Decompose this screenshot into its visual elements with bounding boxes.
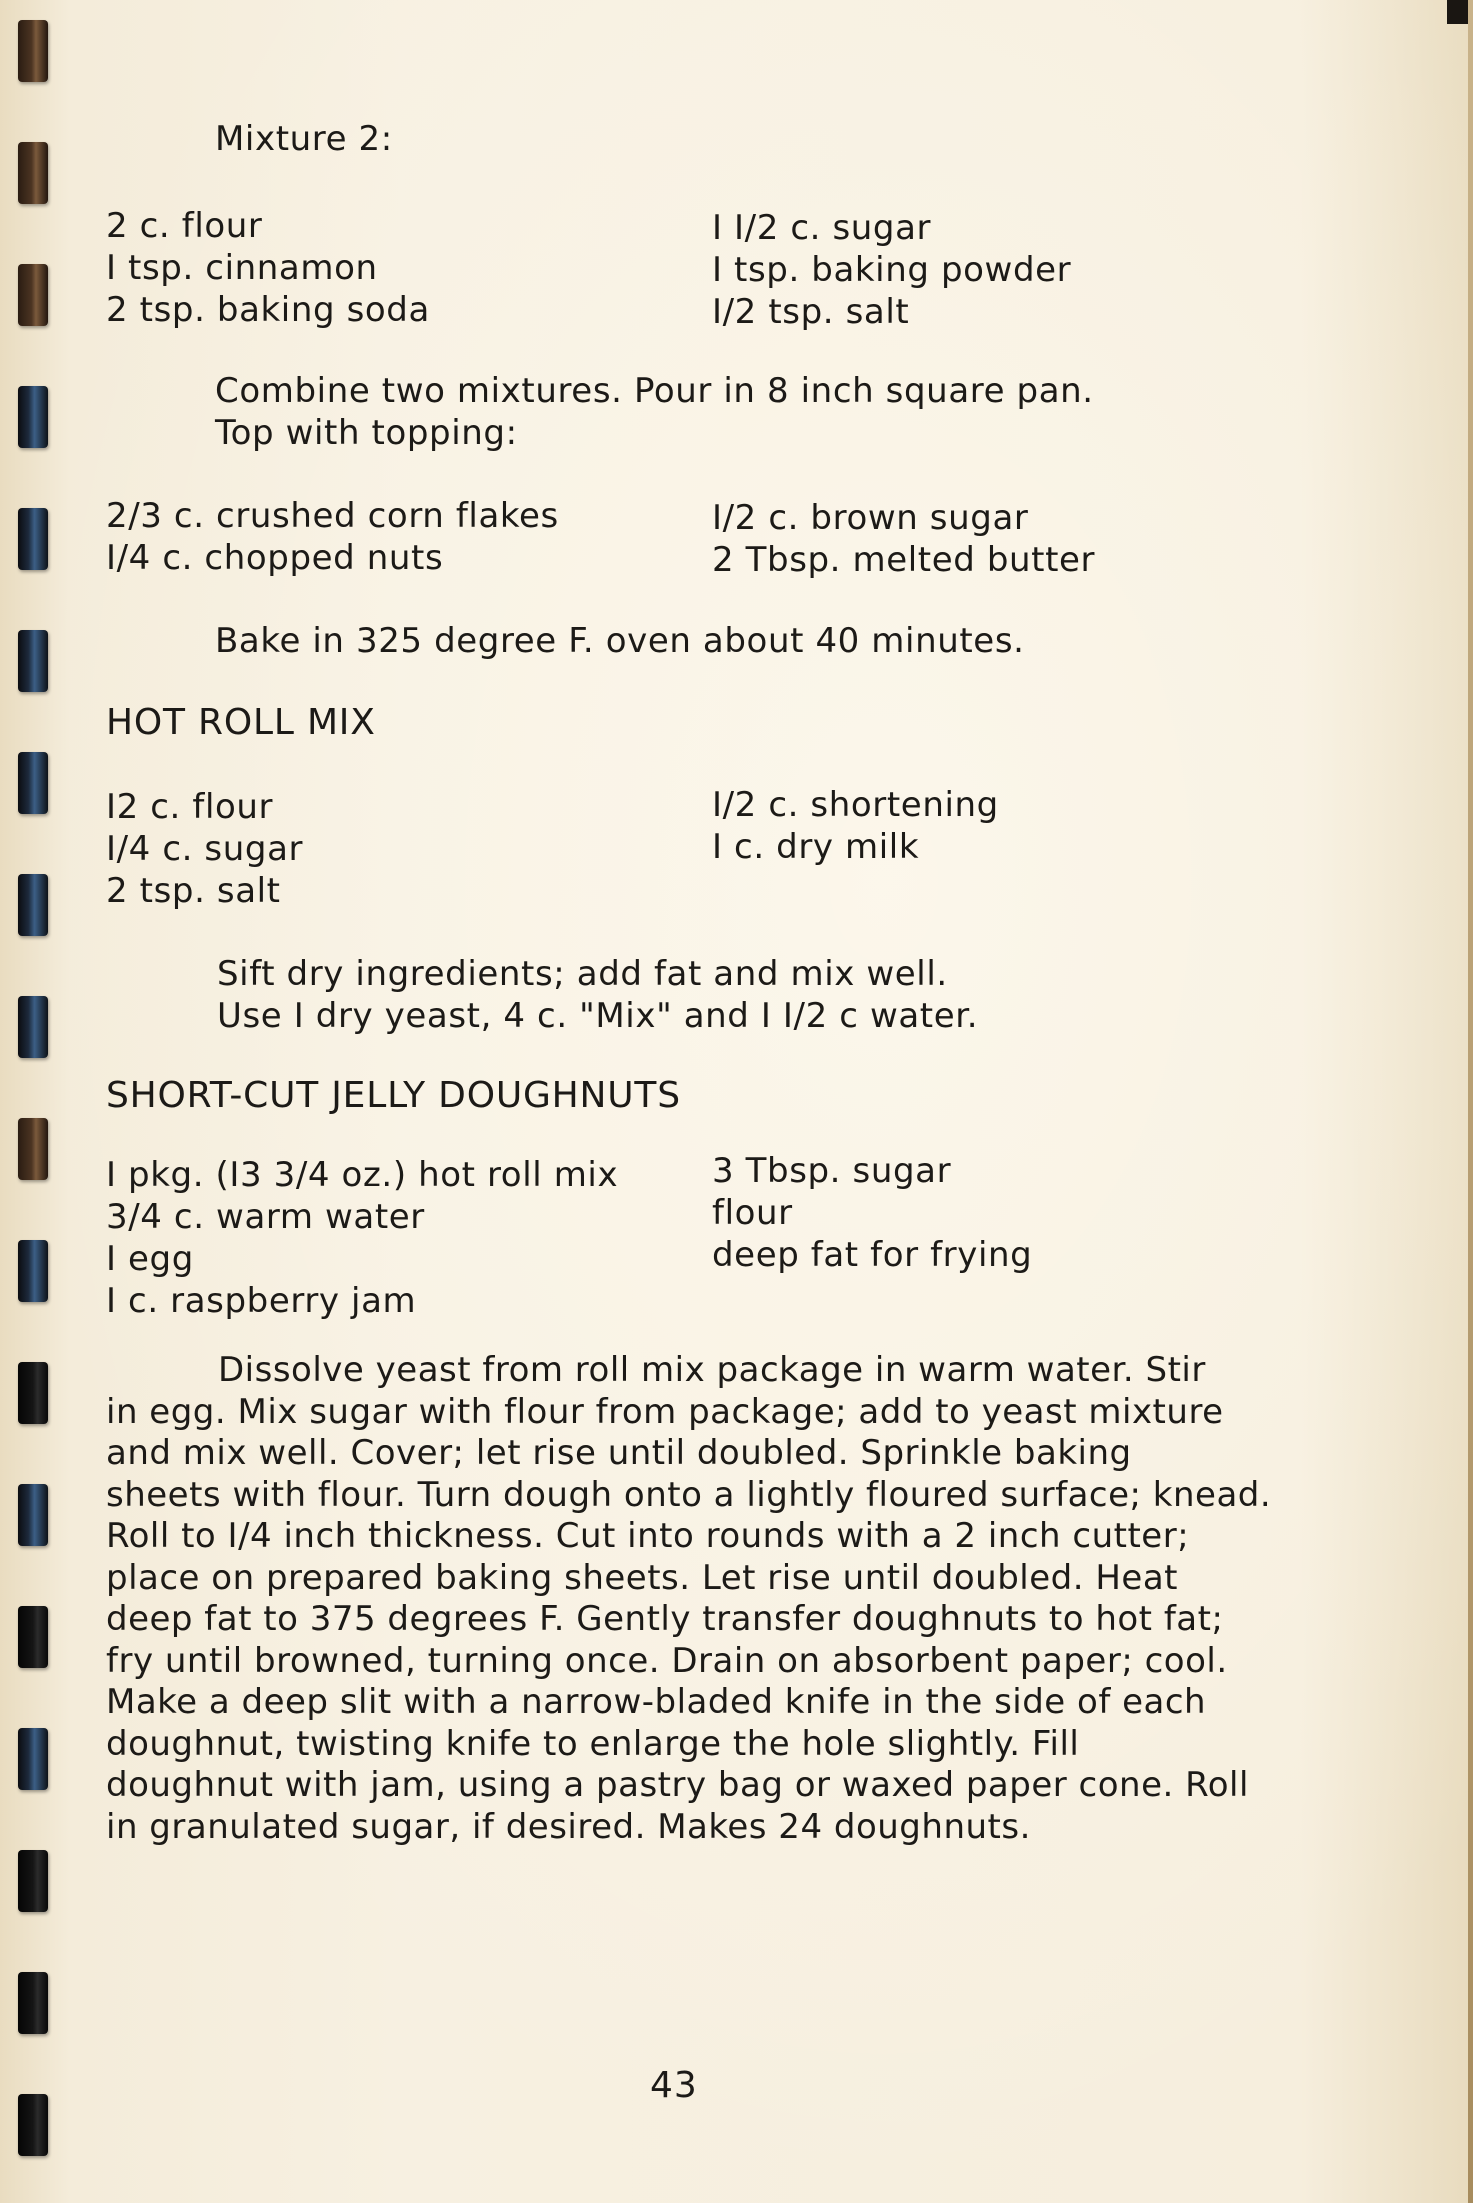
binding-ring: [18, 752, 48, 814]
jelly-doughnuts-directions: [106, 1350, 1346, 1848]
ingredient: I tsp. cinnamon: [106, 248, 378, 288]
instruction-line: Sift dry ingredients; add fat and mix well.: [217, 954, 948, 994]
direction-line: fry until browned, turning once. Drain on absorbent paper; cool.: [106, 1640, 1228, 1681]
ingredient: I/4 c. sugar: [106, 829, 304, 869]
hot-roll-mix-left-ingredients: [106, 786, 303, 912]
direction-line: Roll to I/4 inch thickness. Cut into rounds with a 2 inch cutter;: [106, 1516, 1190, 1556]
bake-instructions: Bake in 325 degree F. oven about 40 minutes.: [215, 621, 1025, 661]
direction-line: sheets with flour. Turn dough onto a lightly floured surface; knead.: [106, 1474, 1272, 1515]
binding-ring: [18, 2094, 48, 2156]
direction-line: Make a deep slit with a narrow-bladed knife in the side of each: [106, 1682, 1207, 1722]
ingredient: I/2 c. brown sugar: [712, 498, 1029, 538]
ingredient: 2 tsp. baking soda: [106, 290, 430, 330]
page-number: 43: [650, 2065, 698, 2106]
ingredient: I/4 c. chopped nuts: [106, 538, 444, 578]
binding-ring: [18, 874, 48, 936]
topping-left-ingredients: [106, 495, 559, 579]
jelly-doughnuts-right-ingredients: [712, 1150, 1032, 1276]
ingredient: I c. dry milk: [712, 827, 920, 867]
direction-line: in granulated sugar, if desired. Makes 24 doughnuts.: [106, 1806, 1031, 1847]
mixture-2-label: Mixture 2:: [215, 119, 393, 159]
ingredient: 2 Tbsp. melted butter: [712, 540, 1096, 580]
binding-ring: [18, 1728, 48, 1790]
instruction-line: Top with topping:: [215, 413, 518, 453]
mixture-2-left-ingredients: [106, 205, 430, 331]
direction-line: doughnut with jam, using a pastry bag or waxed paper cone. Roll: [106, 1765, 1249, 1805]
ingredient: I2 c. flour: [106, 787, 274, 827]
mixture-2-right-ingredients: [712, 207, 1071, 333]
binding-ring: [18, 1850, 48, 1912]
ingredient: I tsp. baking powder: [712, 250, 1072, 290]
ingredient: 3 Tbsp. sugar: [712, 1151, 952, 1191]
binding-ring: [18, 1240, 48, 1302]
combine-instructions: [215, 370, 1094, 454]
ingredient: 2 c. flour: [106, 206, 263, 246]
ingredient: I c. raspberry jam: [106, 1281, 417, 1321]
binding-ring: [18, 386, 48, 448]
topping-right-ingredients: [712, 497, 1095, 581]
direction-line: in egg. Mix sugar with flour from package; add to yeast mixture: [106, 1391, 1224, 1432]
direction-line: doughnut, twisting knife to enlarge the hole slightly. Fill: [106, 1723, 1080, 1764]
ingredient: I pkg. (I3 3/4 oz.) hot roll mix: [106, 1155, 619, 1195]
hot-roll-mix-right-ingredients: [712, 784, 999, 868]
hot-roll-mix-directions: [217, 953, 978, 1037]
ingredient: I/2 tsp. salt: [712, 292, 910, 332]
ingredient: 2 tsp. salt: [106, 871, 281, 911]
ingredient: 3/4 c. warm water: [106, 1197, 425, 1237]
binding-ring: [18, 1118, 48, 1180]
binding-ring: [18, 630, 48, 692]
direction-line: deep fat to 375 degrees F. Gently transfer doughnuts to hot fat;: [106, 1599, 1224, 1639]
binding-ring: [18, 996, 48, 1058]
page-edge: [1468, 0, 1473, 2203]
binding-ring: [18, 1606, 48, 1668]
jelly-doughnuts-left-ingredients: [106, 1154, 618, 1322]
instruction-line: Use I dry yeast, 4 c. "Mix" and I I/2 c water.: [217, 996, 979, 1036]
ingredient: flour: [712, 1193, 793, 1233]
direction-line: and mix well. Cover; let rise until doubled. Sprinkle baking: [106, 1433, 1132, 1473]
binding-ring: [18, 20, 48, 82]
ingredient: 2/3 c. crushed corn flakes: [106, 496, 559, 536]
binding-ring: [18, 1484, 48, 1546]
binding-ring: [18, 142, 48, 204]
direction-line: Dissolve yeast from roll mix package in warm water. Stir: [218, 1350, 1206, 1390]
spiral-binding: [0, 0, 70, 2203]
ingredient: I egg: [106, 1239, 194, 1279]
instruction-line: Combine two mixtures. Pour in 8 inch square pan.: [215, 371, 1094, 411]
jelly-doughnuts-title: SHORT-CUT JELLY DOUGHNUTS: [106, 1075, 681, 1116]
binding-ring: [18, 1362, 48, 1424]
binding-ring: [18, 264, 48, 326]
ingredient: deep fat for frying: [712, 1235, 1033, 1275]
ingredient: I I/2 c. sugar: [712, 208, 932, 248]
direction-line: place on prepared baking sheets. Let rise until doubled. Heat: [106, 1557, 1178, 1598]
binding-ring: [18, 1972, 48, 2034]
ingredient: I/2 c. shortening: [712, 785, 999, 825]
binding-ring: [18, 508, 48, 570]
hot-roll-mix-title: HOT ROLL MIX: [106, 702, 376, 743]
